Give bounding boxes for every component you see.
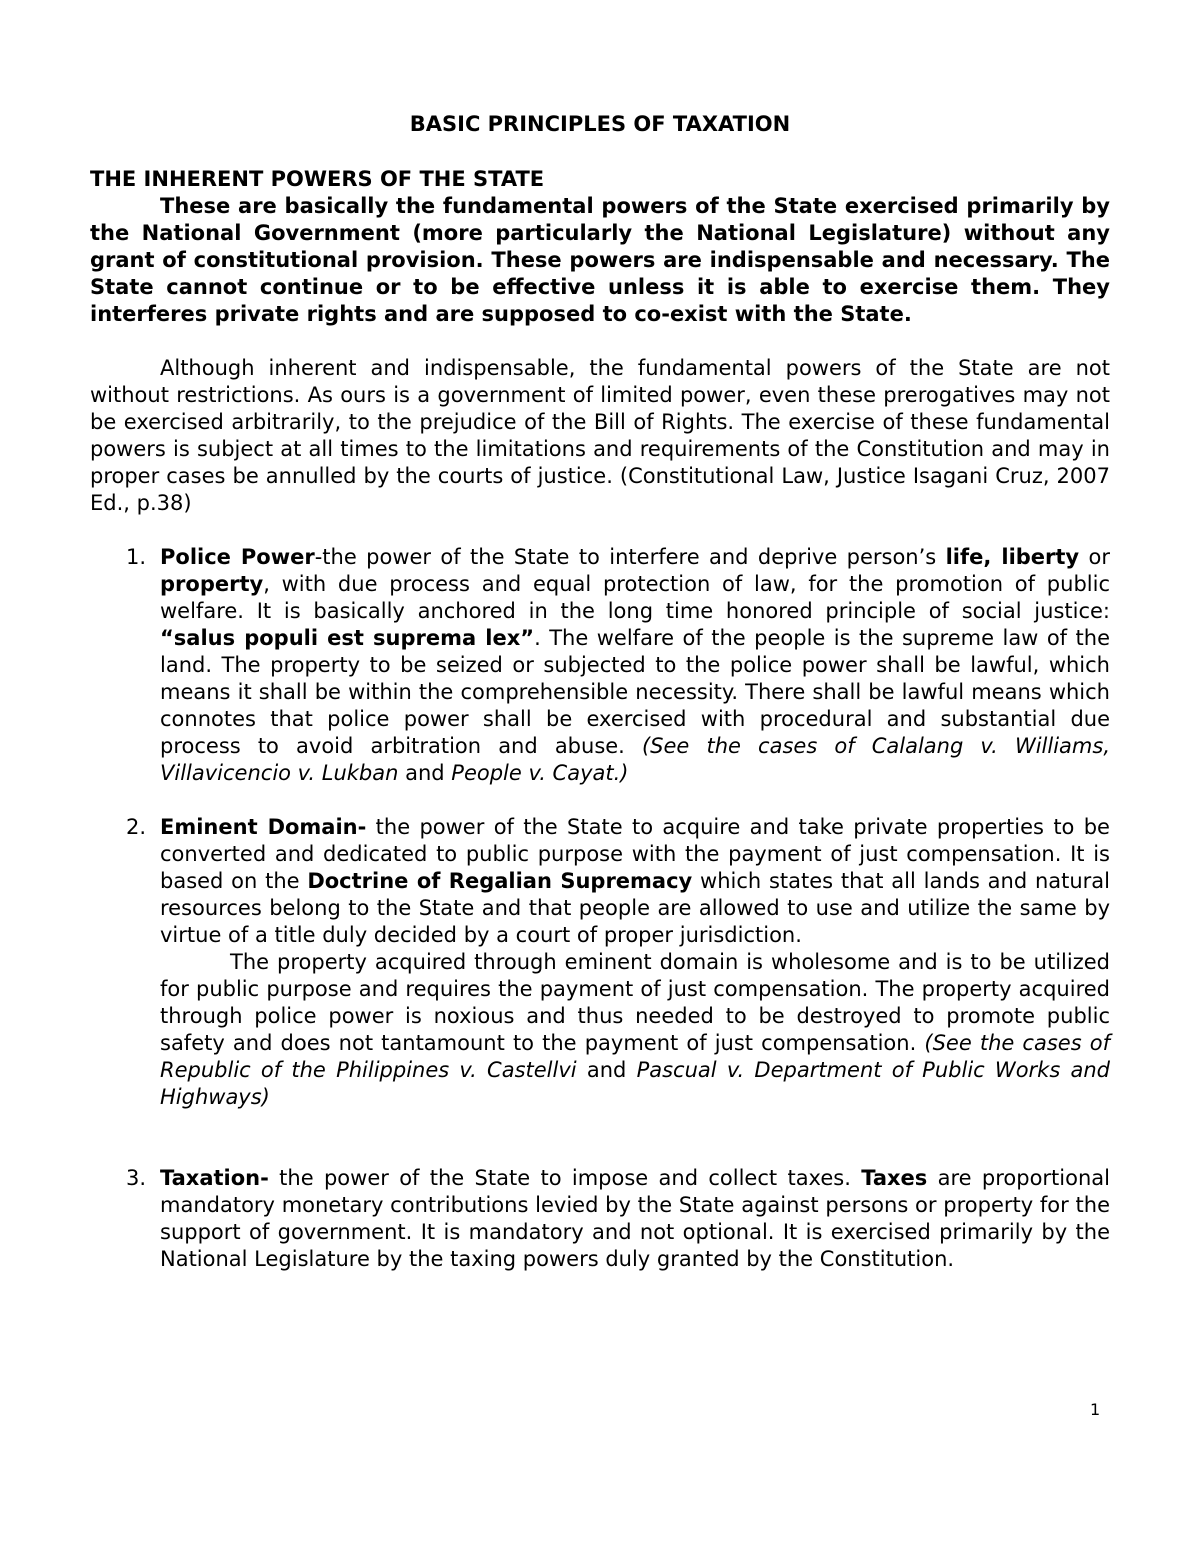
text-run: and bbox=[398, 761, 452, 785]
text-run: are proportional mandatory monetary contributions levied by the State against persons or property for the support of government. It is mandatory and not optional. It is exercised primarily by the National Legislature by the taxing powers duly granted by the Constitution. bbox=[160, 1166, 1110, 1271]
list-number: 2. bbox=[126, 815, 147, 839]
text-run: The property acquired through eminent domain is wholesome and is to be utilized for public purpose and requires the payment of just compensation. The property acquired through police power is noxious and thus needed to be destroyed to promote public safety and does not tantamount to the payment of just compensation. bbox=[160, 950, 1110, 1055]
eminent-domain-term: Eminent Domain- bbox=[160, 815, 367, 839]
taxation-text bbox=[160, 1165, 1110, 1273]
bold-run: life, liberty bbox=[945, 545, 1080, 569]
section-heading: THE INHERENT POWERS OF THE STATE bbox=[90, 167, 545, 191]
text-run: the power of the State to acquire and take private properties to be converted and dedicated to public purpose with the payment of just compensation. It is based on the bbox=[160, 815, 1110, 893]
list-item-taxation bbox=[90, 1165, 1110, 1273]
case-citation: People v. Cayat.) bbox=[451, 761, 629, 785]
case-citation: (See the cases of Calalang v. Williams, Villavicencio v. Lukban bbox=[160, 734, 1110, 785]
intro-paragraph: These are basically the fundamental powers of the State exercised primarily by the National Government (more particularly the National Legislature) without any grant of constitutional provision. These powers are indispensable and necessary. The State cannot continue or to be effective unless it is able to exercise them. They interferes private rights and are supposed to co-exist with the State. bbox=[90, 194, 1110, 326]
case-citation: Pascual v. Department of Public Works and Highways) bbox=[160, 1058, 1111, 1109]
maxim-quote: “salus populi est suprema lex” bbox=[160, 626, 535, 650]
text-run: , with due process and equal protection of law, for the promotion of public welfare. It is basically anchored in the long time honored principle of social justice: bbox=[160, 572, 1110, 623]
list-item-police-power bbox=[90, 544, 1110, 787]
case-citation: (See the cases of Republic of the Philippines v. Castellvi bbox=[160, 1031, 1110, 1082]
doctrine-name: Doctrine of Regalian Supremacy bbox=[307, 869, 693, 893]
powers-list bbox=[90, 544, 1110, 1273]
list-number: 3. bbox=[126, 1166, 147, 1190]
text-run: which states that all lands and natural resources belong to the State and that people are allowed to use and utilize the same by virtue of a title duly decided by a court of proper jurisdiction. bbox=[160, 869, 1110, 947]
police-power-text bbox=[160, 544, 1110, 787]
list-number: 1. bbox=[126, 545, 147, 569]
restrictions-paragraph: Although inherent and indispensable, the fundamental powers of the State are not without restrictions. As ours is a government of limited power, even these prerogatives may not be exercised arbitrarily, to the prejudice of the Bill of Rights. The exercise of these fundamental powers is subject at all times to the limitations and requirements of the Constitution and may in proper cases be annulled by the courts of justice. (Constitutional Law, Justice Isagani Cruz, 2007 Ed., p.38) bbox=[90, 356, 1110, 515]
document-title: BASIC PRINCIPLES OF TAXATION bbox=[409, 112, 791, 136]
bold-run: property bbox=[160, 572, 264, 596]
eminent-domain-text bbox=[160, 814, 1110, 949]
list-item-eminent-domain bbox=[90, 814, 1110, 1111]
police-power-term: Police Power bbox=[160, 545, 315, 569]
taxes-term: Taxes bbox=[861, 1166, 928, 1190]
text-run: . The welfare of the people is the supreme law of the land. The property to be seized or subjected to the police power shall be lawful, which means it shall be within the comprehensible necessity. There shall be lawful means which connotes that police power shall be exercised with procedural and substantial due process to avoid arbitration and abuse. bbox=[160, 626, 1111, 758]
text-run: and bbox=[576, 1058, 637, 1082]
text-run: -the power of the State to interfere and deprive person’s bbox=[314, 545, 946, 569]
text-run: the power of the State to impose and collect taxes. bbox=[268, 1166, 862, 1190]
eminent-domain-subparagraph bbox=[160, 949, 1110, 1111]
document-body bbox=[90, 166, 1110, 1273]
page-number: 1 bbox=[1090, 1400, 1101, 1419]
taxation-term: Taxation- bbox=[160, 1166, 269, 1190]
text-run: or bbox=[1079, 545, 1110, 569]
